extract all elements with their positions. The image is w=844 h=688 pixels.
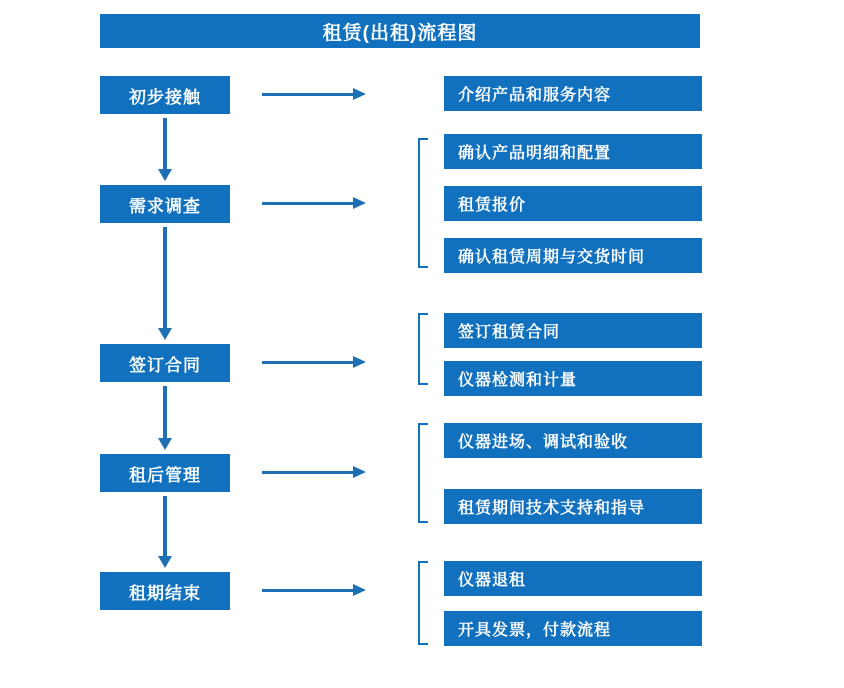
diagram-title: 租赁(出租)流程图 [100, 14, 700, 48]
detail-box-confirm-rental-period[interactable]: 确认租赁周期与交货时间 [444, 238, 702, 273]
vertical-arrow-4 [163, 496, 167, 557]
horizontal-arrow-2 [262, 202, 354, 205]
stage-box-demand-survey[interactable]: 需求调查 [100, 185, 230, 223]
stage-box-post-rental-management[interactable]: 租后管理 [100, 454, 230, 492]
detail-box-technical-support[interactable]: 租赁期间技术支持和指导 [444, 489, 702, 524]
detail-box-instrument-entry-commissioning[interactable]: 仪器进场、调试和验收 [444, 423, 702, 458]
detail-box-rental-quote[interactable]: 租赁报价 [444, 186, 702, 221]
detail-box-sign-rental-contract[interactable]: 签订租赁合同 [444, 313, 702, 348]
vertical-arrow-3 [163, 386, 167, 439]
vertical-arrow-2 [163, 227, 167, 329]
detail-box-instrument-inspection[interactable]: 仪器检测和计量 [444, 361, 702, 396]
bracket-post-rental [418, 423, 428, 523]
detail-box-introduce-products[interactable]: 介绍产品和服务内容 [444, 76, 702, 111]
bracket-demand-survey [418, 138, 428, 268]
horizontal-arrow-1 [262, 93, 354, 96]
detail-box-confirm-product-details[interactable]: 确认产品明细和配置 [444, 134, 702, 169]
horizontal-arrow-5 [262, 589, 354, 592]
horizontal-arrow-3 [262, 361, 354, 364]
vertical-arrow-1 [163, 118, 167, 170]
horizontal-arrow-4 [262, 471, 354, 474]
stage-box-sign-contract[interactable]: 签订合同 [100, 344, 230, 382]
stage-box-rental-end[interactable]: 租期结束 [100, 572, 230, 610]
detail-box-instrument-return[interactable]: 仪器退租 [444, 561, 702, 596]
stage-box-initial-contact[interactable]: 初步接触 [100, 76, 230, 114]
bracket-sign-contract [418, 313, 428, 385]
detail-box-invoice-payment[interactable]: 开具发票，付款流程 [444, 611, 702, 646]
bracket-rental-end [418, 561, 428, 645]
